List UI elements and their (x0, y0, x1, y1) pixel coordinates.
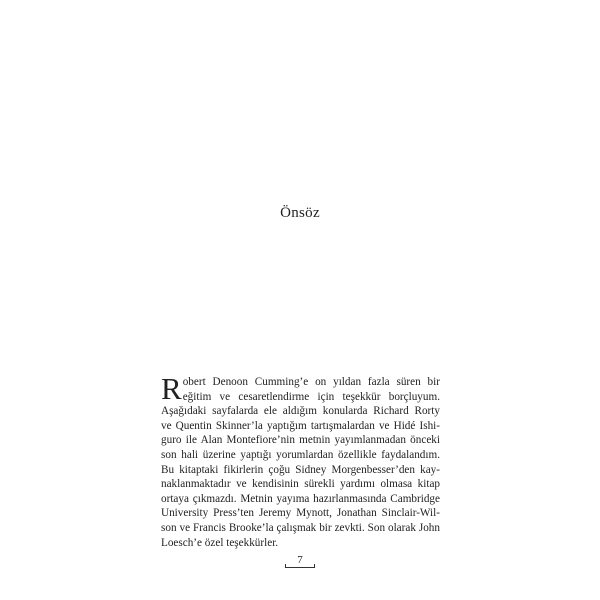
page-number-left-tick (285, 564, 286, 568)
page-number-text: 7 (297, 554, 303, 566)
text-line: guro ile Alan Montefiore’nin metnin yayımlanmadan önceki (161, 434, 440, 447)
text-line: University Press’ten Jeremy Mynott, Jonathan Sinclair-Wil- (161, 507, 440, 520)
opening-lines (161, 371, 440, 406)
text-line: Aşağıdaki sayfalarda ele aldığım konularda Richard Rorty (161, 405, 440, 418)
chapter-title: Önsöz (280, 205, 320, 221)
text-line: ortaya çıkmazdı. Metnin yayıma hazırlanmasında Cambridge (161, 492, 440, 505)
text-line: naklanmaktadır ve kendisinin sürekli yardımı olmasa kitap (161, 478, 440, 491)
text-line: eğitim ve cesaretlendirme için teşekkür borçluyum. (182, 390, 440, 403)
text-line: son ve Francis Brooke’la çalışmak bir zevkti. Son olarak John (161, 521, 440, 534)
page-number (285, 554, 315, 568)
page-number-right-tick (314, 564, 315, 568)
page-footer (0, 550, 600, 568)
text-line: Bu kitaptaki fikirlerin çoğu Sidney Morgenbesser’den kay- (161, 463, 440, 476)
drop-cap-letter: R (161, 371, 182, 406)
preface-paragraph (161, 371, 440, 550)
text-line: son hali üzerine yaptığı yorumlardan özellikle faydalandım. (161, 448, 440, 461)
text-line: ve Quentin Skinner’la yaptığım tartışmalardan ve Hidé Ishi- (161, 419, 440, 432)
text-line: obert Denoon Cumming’e on yıldan fazla süren bir (182, 376, 440, 388)
text-line: Loesch’e özel teşekkürler. (161, 536, 279, 549)
page-number-underline (285, 567, 315, 568)
